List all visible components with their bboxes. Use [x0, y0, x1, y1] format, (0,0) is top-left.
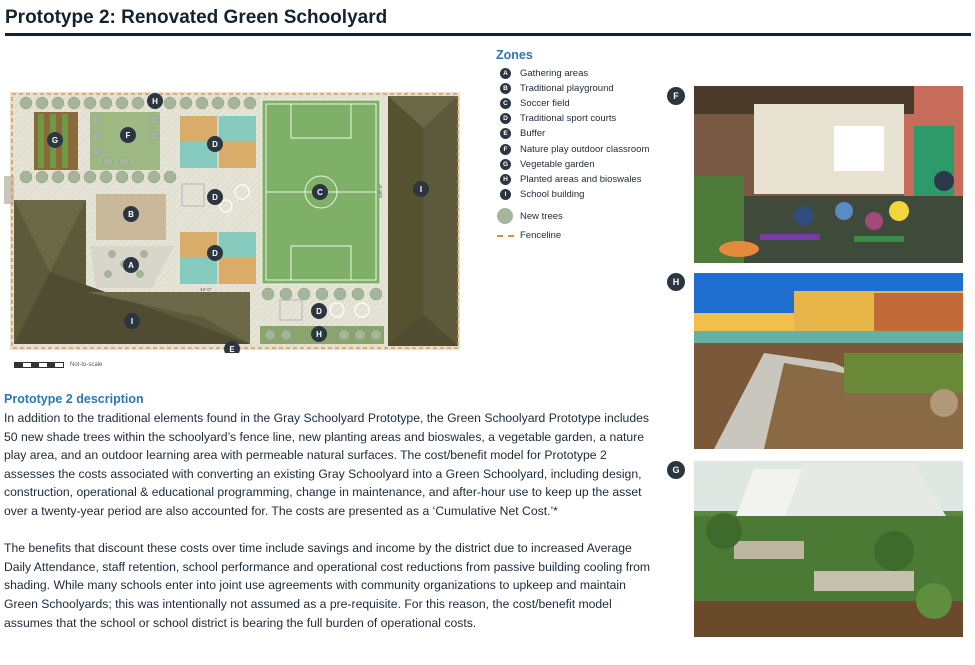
- legend-badge: A: [500, 68, 511, 79]
- legend-item: [500, 66, 649, 81]
- tree-swatch-icon: [497, 208, 513, 224]
- field-dimension: 330'-0": [378, 184, 383, 198]
- legend-label: School building: [520, 188, 585, 200]
- legend-label: Vegetable garden: [520, 158, 595, 170]
- legend-label: Gathering areas: [520, 68, 589, 80]
- svg-text:C: C: [317, 188, 323, 197]
- marker-b: [123, 206, 139, 222]
- svg-text:D: D: [212, 140, 218, 149]
- legend-item: [500, 141, 649, 156]
- legend-label: Planted areas and bioswales: [520, 173, 642, 185]
- description-heading: Prototype 2 description: [4, 392, 144, 406]
- svg-text:I: I: [419, 185, 423, 194]
- legend-new-trees: [497, 208, 563, 224]
- svg-text:D: D: [212, 193, 218, 202]
- photo-outdoor-classroom: [694, 86, 963, 263]
- marker-d4: [311, 303, 327, 319]
- photo-badge-g: G: [667, 461, 685, 479]
- site-plan: [4, 88, 462, 353]
- scale-bar: [14, 362, 102, 368]
- fenceline-swatch-icon: [497, 235, 514, 237]
- svg-text:D: D: [212, 249, 218, 258]
- scale-graphic: [14, 362, 64, 368]
- svg-text:H: H: [316, 330, 322, 339]
- description-paragraph: In addition to the traditional elements found in the Gray Schoolyard Prototype, the Green Schoolyard Prototype includes 50 new shade trees within the schoolyard’s fence line, new planting areas and bioswales, a vegetable garden, a nature play area, and an outdoor learning area with permeable natural surfaces. The cost/benefit model for Prototype 2 assesses the costs associated with converting an existing Gray Schoolyard into a Green Schoolyard, including design, construction, operational & educational programming, change in maintenance, and after-hour use to keep up the asset over a twenty-year period are also accounted for. The costs are presented as a ‘Cumulative Net Cost.’*: [4, 411, 649, 518]
- legend-label: Traditional sport courts: [520, 113, 617, 125]
- legend-badge: H: [500, 174, 511, 185]
- legend-badge: E: [500, 128, 511, 139]
- legend-label: Buffer: [520, 128, 546, 140]
- legend-item: [500, 172, 649, 187]
- legend-item: [500, 157, 649, 172]
- svg-text:A: A: [128, 261, 134, 270]
- photo-bioswales: [694, 273, 963, 449]
- svg-text:I: I: [130, 317, 134, 326]
- legend-item: [500, 187, 649, 202]
- title-divider: [5, 33, 971, 36]
- marker-h-bottom: [311, 326, 327, 342]
- zones-heading: Zones: [496, 48, 533, 62]
- marker-d1: [207, 136, 223, 152]
- new-trees-label: New trees: [520, 210, 563, 222]
- photo-badge-f: F: [667, 87, 685, 105]
- photo-vegetable-garden: [694, 461, 963, 637]
- marker-c: [312, 184, 328, 200]
- legend-badge: C: [500, 98, 511, 109]
- svg-text:D: D: [316, 307, 322, 316]
- legend-badge: D: [500, 113, 511, 124]
- legend-item: [500, 81, 649, 96]
- svg-text:B: B: [128, 210, 134, 219]
- svg-text:H: H: [152, 97, 158, 106]
- legend-item: [500, 96, 649, 111]
- scale-label: Not-to-scale: [70, 362, 103, 368]
- legend-item: [500, 126, 649, 141]
- legend-badge: B: [500, 83, 511, 94]
- description-body: [4, 409, 656, 651]
- marker-g: [47, 132, 63, 148]
- court-dimension: 42'-0": [200, 287, 212, 292]
- legend-fenceline: [497, 230, 561, 241]
- legend-badge: G: [500, 159, 511, 170]
- marker-d2: [207, 189, 223, 205]
- school-building-right: [388, 96, 458, 346]
- marker-f: [120, 127, 136, 143]
- legend-label: Nature play outdoor classroom: [520, 143, 650, 155]
- legend-badge: F: [500, 144, 511, 155]
- svg-text:E: E: [229, 345, 235, 353]
- fenceline-label: Fenceline: [520, 230, 562, 241]
- marker-i-left: [124, 313, 140, 329]
- svg-text:F: F: [125, 131, 131, 140]
- legend-label: Soccer field: [520, 98, 570, 110]
- legend-badge: I: [500, 189, 511, 200]
- marker-h-top: [147, 93, 163, 109]
- photo-badge-h: H: [667, 273, 685, 291]
- marker-i-right: [413, 181, 429, 197]
- zones-legend: [500, 66, 649, 202]
- marker-a: [123, 257, 139, 273]
- description-paragraph: The benefits that discount these costs over time include savings and income by the district due to increased Average Daily Attendance, staff retention, school performance and operational cost reductions from passive building cooling from shading. While many schools enter into joint use agreements with community organizations to upkeep and maintain Green Schoolyards; this was intentionally not assumed as a pre-requisite. For this reason, the cost/benefit model assumes that the school or school district is bearing the full burden of operational costs.: [4, 541, 651, 630]
- legend-label: Traditional playground: [520, 83, 614, 95]
- marker-d3: [207, 245, 223, 261]
- legend-item: [500, 111, 649, 126]
- svg-text:G: G: [51, 136, 59, 145]
- page-title: Prototype 2: Renovated Green Schoolyard: [5, 7, 388, 28]
